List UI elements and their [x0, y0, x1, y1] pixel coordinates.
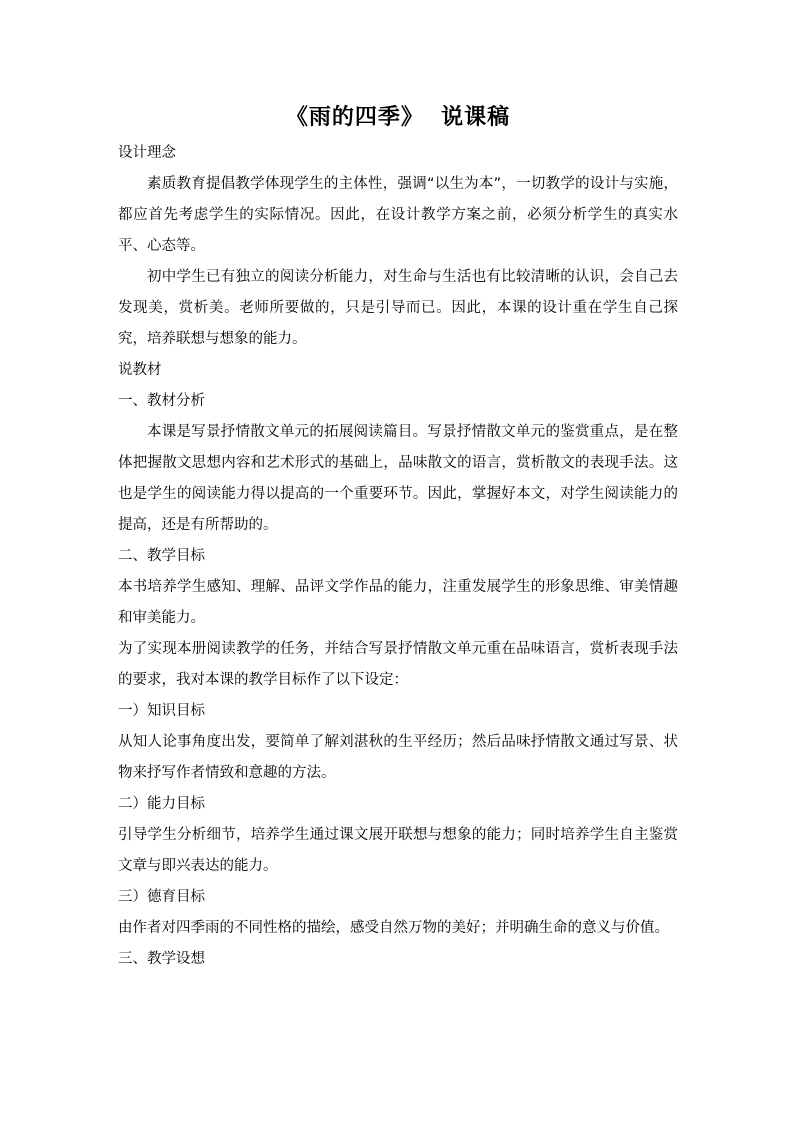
body-paragraph: 引导学生分析细节，培养学生通过课文展开联想与想象的能力；同时培养学生自主鉴赏文章与即兴表达的能力。 — [118, 827, 678, 874]
subsection-heading: 三）德育目标 — [118, 889, 205, 905]
body-paragraph: 为了实现本册阅读教学的任务，并结合写景抒情散文单元重在品味语言，赏析表现手法的要求，我对本课的教学目标作了以下设定： — [118, 641, 678, 688]
section-heading: 设计理念 — [118, 145, 176, 161]
document-page — [118, 98, 678, 975]
body-paragraph: 初中学生已有独立的阅读分析能力，对生命与生活也有比较清晰的认识，会自己去发现美，赏析美。老师所要做的，只是引导而已。因此，本课的设计重在学生自己探究，培养联想与想象的能力。 — [118, 269, 678, 347]
section-heading: 二、教学目标 — [118, 548, 205, 564]
body-paragraph: 素质教育提倡教学体现学生的主体性，强调“以生为本”，一切教学的设计与实施，都应首先考虑学生的实际情况。因此，在设计教学方案之前，必须分析学生的真实水平、心态等。 — [118, 176, 678, 254]
subsection-heading: 二）能力目标 — [118, 796, 205, 812]
body-paragraph: 本书培养学生感知、理解、品评文学作品的能力，注重发展学生的形象思维、审美情趣和审美能力。 — [118, 579, 678, 626]
subsection-heading: 一）知识目标 — [118, 703, 205, 719]
section-heading: 三、教学设想 — [118, 951, 205, 967]
document-title: 《雨的四季》 说课稿 — [285, 105, 511, 130]
body-paragraph: 本课是写景抒情散文单元的拓展阅读篇目。写景抒情散文单元的鉴赏重点，是在整体把握散文思想内容和艺术形式的基础上，品味散文的语言，赏析散文的表现手法。这也是学生的阅读能力得以提高的一个重要环节。因此，掌握好本文，对学生阅读能力的提高，还是有所帮助的。 — [118, 424, 678, 533]
section-heading: 一、教材分析 — [118, 393, 205, 409]
section-heading: 说教材 — [118, 362, 162, 378]
body-paragraph: 从知人论事角度出发，要简单了解刘湛秋的生平经历；然后品味抒情散文通过写景、状物来抒写作者情致和意趣的方法。 — [118, 734, 678, 781]
body-paragraph: 由作者对四季雨的不同性格的描绘，感受自然万物的美好；并明确生命的意义与价值。 — [118, 920, 669, 936]
